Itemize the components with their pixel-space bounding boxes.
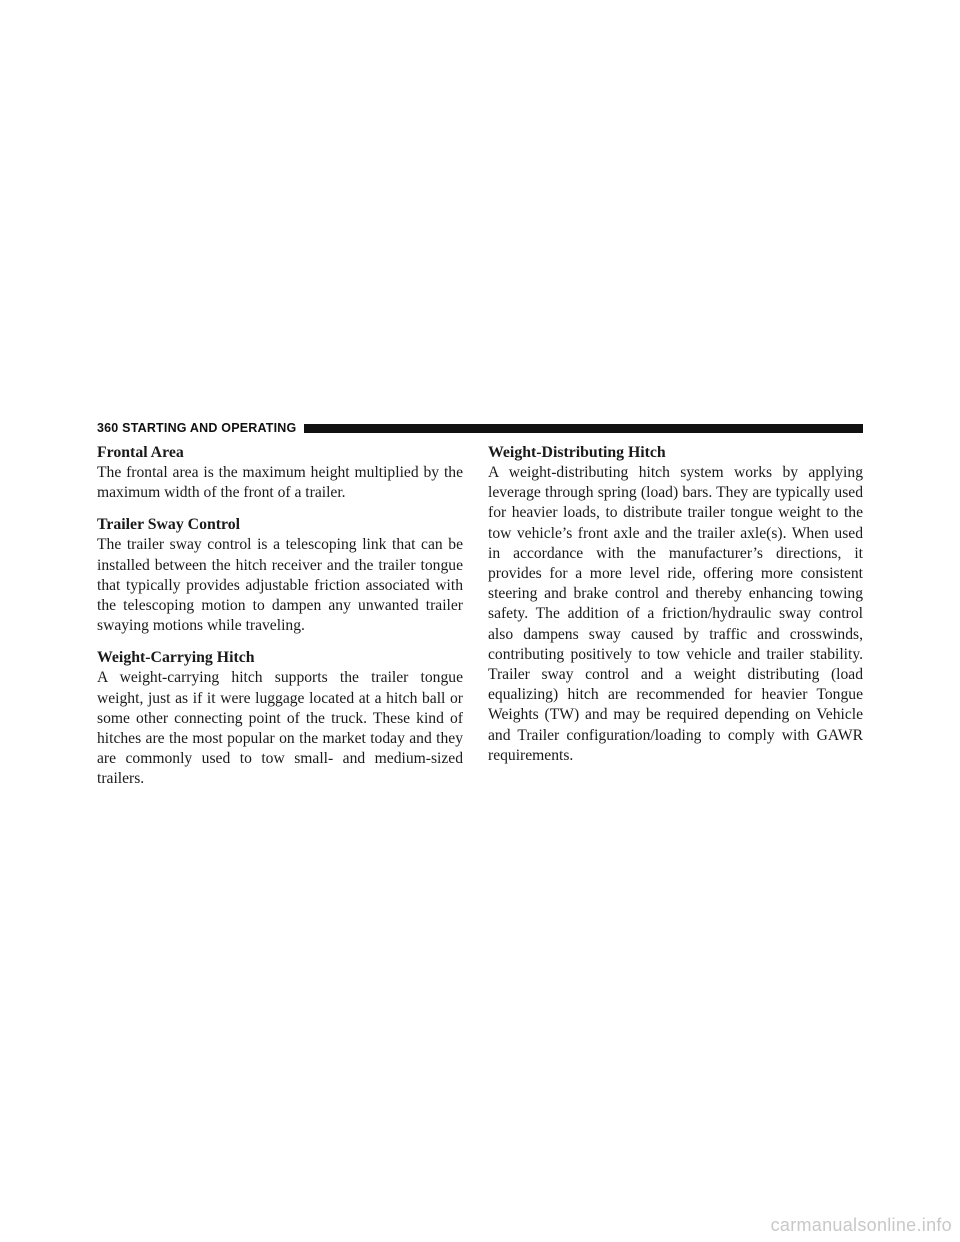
section-body: A weight-carrying hitch supports the trailer tongue weight, just as if it were luggage located at a hitch ball or some other connecting point of the truck. These kind of hitches are the most popular on the market today and they are commonly used to tow small- and medium-sized trailers.	[97, 669, 463, 788]
header-rule	[304, 424, 863, 433]
page-number: 360	[97, 421, 119, 435]
section-heading: Weight-Carrying Hitch	[97, 649, 255, 667]
section-body: The frontal area is the maximum height multiplied by the maximum width of the front of a trailer.	[97, 464, 463, 502]
watermark: carmanualsonline.info	[770, 1215, 952, 1235]
section-heading: Frontal Area	[97, 444, 184, 461]
section-trailer-sway-control	[97, 515, 463, 636]
section-heading: Weight-Distributing Hitch	[488, 444, 666, 461]
section-heading: Trailer Sway Control	[97, 516, 241, 534]
section-weight-carrying-hitch	[97, 648, 463, 789]
left-column	[97, 443, 463, 802]
section-body: A weight-distributing hitch system works by applying leverage through spring (load) bars. They are typically used for heavier loads, to distribute trailer tongue weight to the tow vehicle’s front axle and the trailer axle(s). When used in accordance with the manufacturer’s directions, it provides for a more level ride, offering more consistent steering and brake control and thereby enhancing towing safety. The addition of a friction/hydraulic sway control also dampens sway caused by traffic and crosswinds, contributing positively to tow vehicle and trailer stability. Trailer sway control and a weight distributing (load equalizing) hitch are recommended for heavier Tongue Weights (TW) and may be required depending on Vehicle and Trailer configuration/loading to comply with GAWR requirements.	[488, 464, 863, 764]
section-title: STARTING AND OPERATING	[122, 421, 297, 435]
right-column	[488, 443, 863, 778]
section-body: The trailer sway control is a telescoping link that can be installed between the hitch receiver and the trailer tongue that typically provides adjustable friction associated with the telescoping motion to dampen any unwanted trailer swaying motions while traveling.	[97, 536, 463, 635]
section-weight-distributing-hitch	[488, 443, 863, 766]
page-header-label	[97, 421, 304, 435]
section-frontal-area	[97, 443, 463, 503]
page-header	[97, 420, 863, 436]
